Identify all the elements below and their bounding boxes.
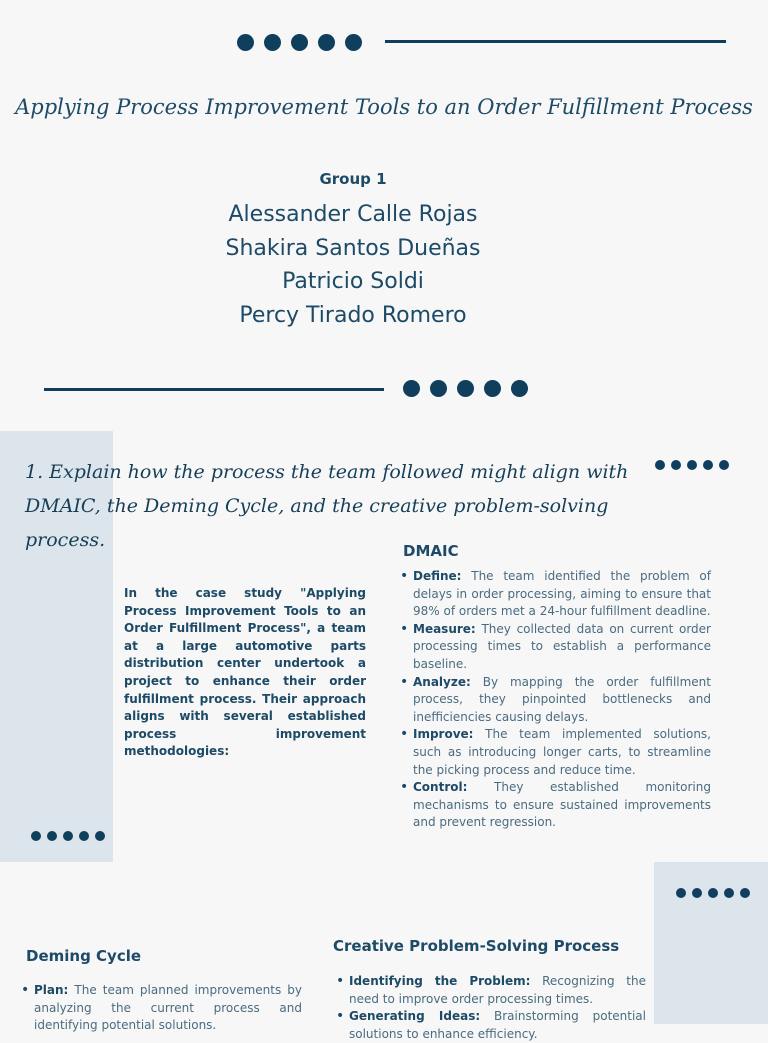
document-title: Applying Process Improvement Tools to an Order Fulfillment Process — [15, 95, 753, 119]
decor-dots-right — [655, 460, 735, 470]
creative-heading: Creative Problem-Solving Process — [333, 937, 620, 955]
decor-dots-bottom-right — [676, 888, 756, 898]
list-item: • Improve: The team implemented solutions, such as introducing longer carts, to streamline the picking process and reduce time. — [400, 726, 711, 779]
deming-list — [21, 982, 302, 1035]
dmaic-heading: DMAIC — [403, 542, 459, 560]
right-side-panel — [654, 862, 768, 1024]
decor-dots-top — [237, 34, 372, 51]
author-name: Shakira Santos Dueñas — [225, 235, 481, 261]
list-item: • Plan: The team planned improvements by analyzing the current process and identifying potential solutions. — [21, 982, 302, 1035]
group-label: Group 1 — [319, 170, 387, 188]
decor-dots-left — [31, 831, 111, 841]
list-item: • Measure: They collected data on current order processing times to establish a performance baseline. — [400, 621, 711, 674]
author-name: Percy Tirado Romero — [239, 302, 467, 328]
list-item: • Define: The team identified the problem of delays in order processing, aiming to ensure that 98% of orders met a 24-hour fulfillment deadline. — [400, 568, 711, 621]
creative-list — [336, 973, 646, 1043]
author-list — [0, 198, 706, 332]
decor-line-top — [385, 40, 726, 43]
author-name: Patricio Soldi — [282, 269, 424, 294]
decor-dots-middle — [403, 380, 538, 397]
list-item: • Analyze: By mapping the order fulfillment process, they pinpointed bottlenecks and inefficiencies causing delays. — [400, 674, 711, 727]
intro-paragraph: In the case study "Applying Process Improvement Tools to an Order Fulfillment Process", a team at a large automotive parts distribution center undertook a project to enhance their order fulfillment process. Their approach aligns with several established process improvement methodologies: — [124, 586, 366, 759]
list-item: • Generating Ideas: Brainstorming potential solutions to enhance efficiency. — [336, 1008, 646, 1043]
deming-heading: Deming Cycle — [26, 947, 142, 965]
dmaic-list — [400, 568, 711, 832]
author-name: Alessander Calle Rojas — [228, 202, 478, 227]
list-item: • Control: They established monitoring mechanisms to ensure sustained improvements and prevent regression. — [400, 779, 711, 832]
decor-line-middle — [44, 388, 384, 391]
question-heading: 1. Explain how the process the team followed might align with DMAIC, the Deming Cycle, and the creative problem-solving process. — [25, 461, 629, 551]
list-item: • Identifying the Problem: Recognizing the need to improve order processing times. — [336, 973, 646, 1008]
